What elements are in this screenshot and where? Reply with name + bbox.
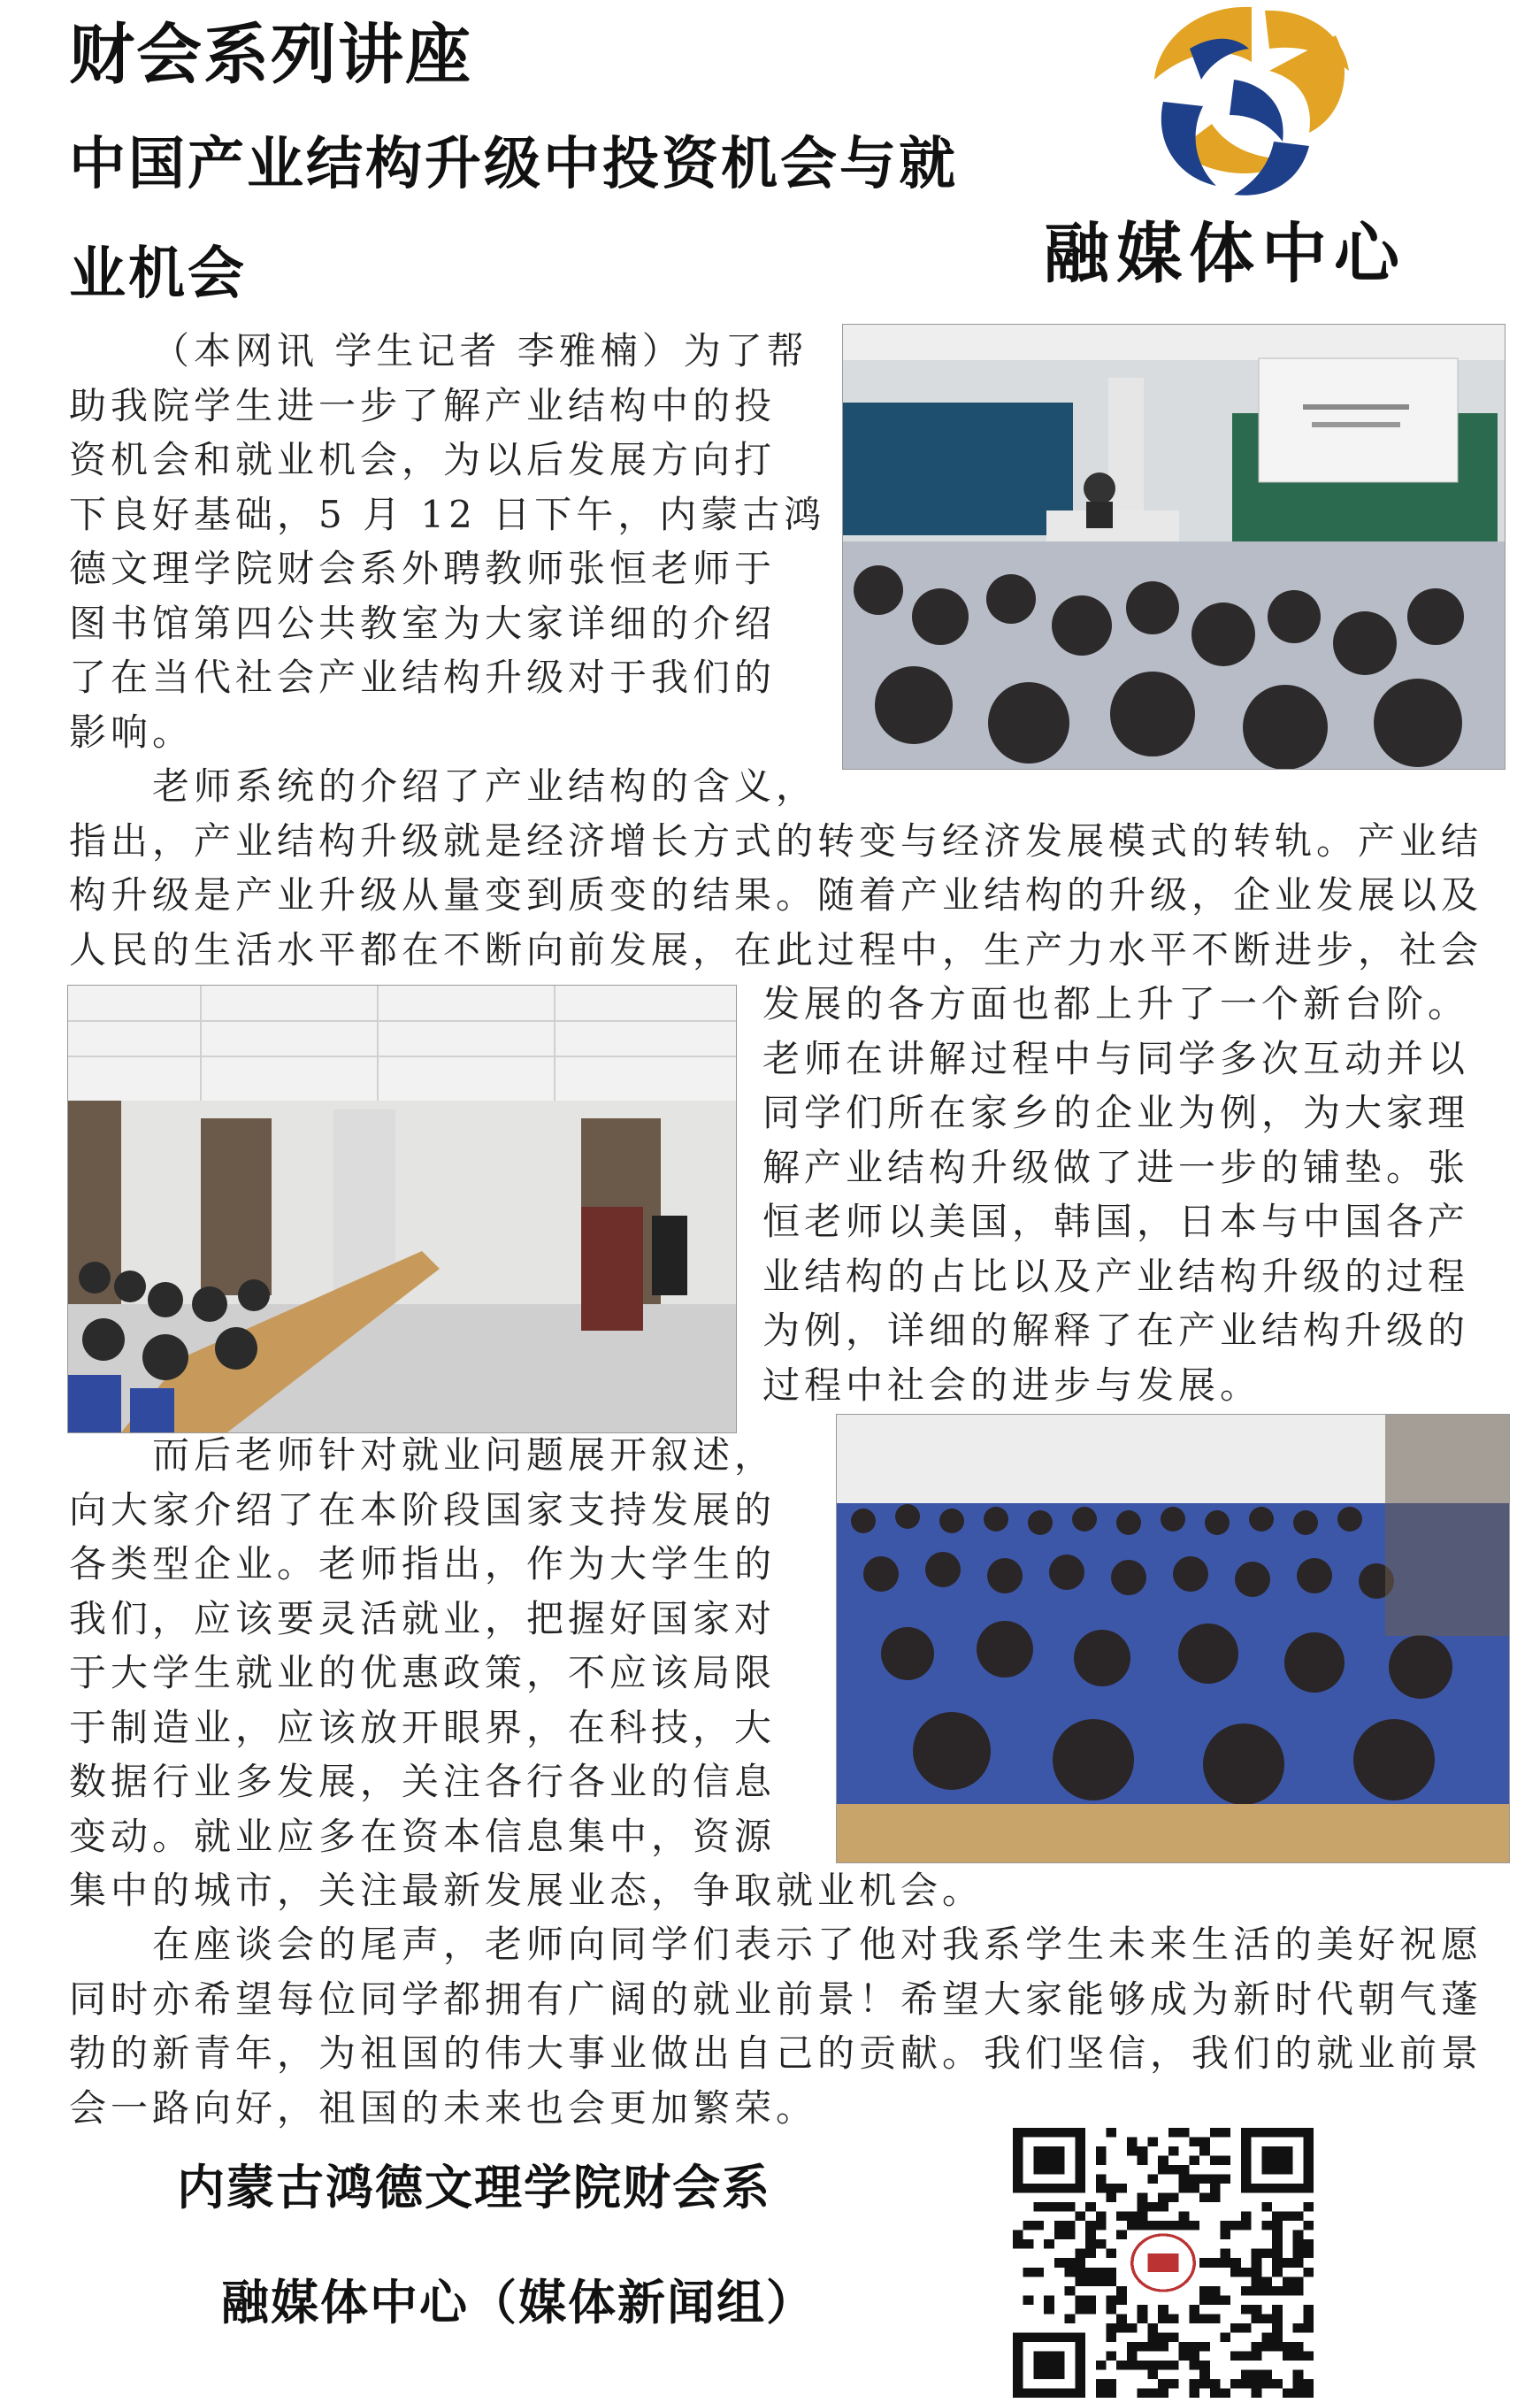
p2-line: 老师在讲解过程中与同学多次互动并以 <box>762 1036 1470 1080</box>
p3-line: 向大家介绍了在本阶段国家支持发展的 <box>69 1487 777 1532</box>
p3-line: 数据行业多发展，关注各行各业的信息 <box>69 1760 777 1803</box>
p4-line: 同时亦希望每位同学都拥有广阔的就业前景！希望大家能够成为新时代朝气蓬 <box>69 1977 1483 2021</box>
lecture-photo-projector <box>842 324 1506 770</box>
p1-line: 下良好基础，5 月 12 日下午，内蒙古鸿 <box>69 492 826 536</box>
p3-line: 我们，应该要灵活就业，把握好国家对 <box>69 1596 777 1640</box>
article-title-line-1: 中国产业结构升级中投资机会与就 <box>69 132 958 197</box>
p2-line: 业结构的占比以及产业结构升级的过程 <box>762 1254 1470 1298</box>
p4-line: 勃的新青年，为祖国的伟大事业做出自己的贡献。我们坚信，我们的就业前景 <box>69 2031 1483 2075</box>
p2-line: 解产业结构升级做了进一步的铺垫。张 <box>762 1145 1470 1189</box>
p1-line: 图书馆第四公共教室为大家详细的介绍 <box>69 601 777 645</box>
p2-line: 老师系统的介绍了产业结构的含义， <box>152 764 818 808</box>
paragraph-4 <box>69 1917 1483 2135</box>
p1-line: 了在当代社会产业结构升级对于我们的 <box>69 656 777 699</box>
p3-line: 于大学生就业的优惠政策，不应该局限 <box>69 1651 777 1694</box>
qr-code[interactable] <box>1013 2128 1314 2398</box>
paragraph-2-top <box>69 759 1483 977</box>
paragraph-2-right <box>762 977 1469 1412</box>
p3-line: 于制造业，应该放开眼界，在科技，大 <box>69 1705 777 1749</box>
swirl-logo-icon <box>1044 0 1460 212</box>
qr-code-icon <box>1013 2128 1314 2398</box>
p2-line: 同学们所在家乡的企业为例，为大家理 <box>762 1091 1470 1134</box>
paragraph-3 <box>69 1428 984 1918</box>
series-title: 财会系列讲座 <box>69 17 472 93</box>
p4-line: 会一路向好，祖国的未来也会更加繁荣。 <box>69 2085 818 2130</box>
p3-line: 各类型企业。老师指出，作为大学生的 <box>69 1542 777 1585</box>
p1-line: 资机会和就业机会，为以后发展方向打 <box>69 438 777 481</box>
p2-line: 过程中社会的进步与发展。 <box>762 1363 1262 1407</box>
p1-line: 德文理学院财会系外聘教师张恒老师于 <box>69 547 777 590</box>
p2-line: 发展的各方面也都上升了一个新台阶。 <box>762 982 1470 1025</box>
footer-team: 融媒体中心（媒体新闻组） <box>221 2275 816 2330</box>
p1-line: 助我院学生进一步了解产业结构中的投 <box>69 383 777 427</box>
classroom-photo-podium <box>67 985 737 1433</box>
logo-text: 融媒体中心 <box>1044 216 1406 292</box>
p2-line: 恒老师以美国，韩国，日本与中国各产 <box>762 1200 1470 1243</box>
p3-line: 而后老师针对就业问题展开叙述， <box>152 1433 777 1477</box>
p2-line: 为例，详细的解释了在产业结构升级的 <box>762 1309 1470 1352</box>
paragraph-1 <box>69 324 825 759</box>
p1-line: （本网讯 学生记者 李雅楠）为了帮 <box>152 329 808 372</box>
footer-org: 内蒙古鸿德文理学院财会系 <box>177 2160 771 2215</box>
p3-line: 变动。就业应多在资本信息集中，资源 <box>69 1814 777 1858</box>
p2-line: 人民的生活水平都在不断向前发展，在此过程中，生产力水平不断进步，社会 <box>69 927 1483 971</box>
p1-line: 影响。 <box>69 710 195 754</box>
p2-line: 指出，产业结构升级就是经济增长方式的转变与经济发展模式的转轨。产业结 <box>69 818 1483 863</box>
p4-line: 在座谈会的尾声，老师向同学们表示了他对我系学生未来生活的美好祝愿 <box>152 1923 1483 1966</box>
article-title-line-2: 业机会 <box>69 242 247 307</box>
p2-line: 构升级是产业升级从量变到质变的结果。随着产业结构的升级，企业发展以及 <box>69 873 1483 917</box>
p3-line: 集中的城市，关注最新发展业态，争取就业机会。 <box>69 1869 985 1912</box>
